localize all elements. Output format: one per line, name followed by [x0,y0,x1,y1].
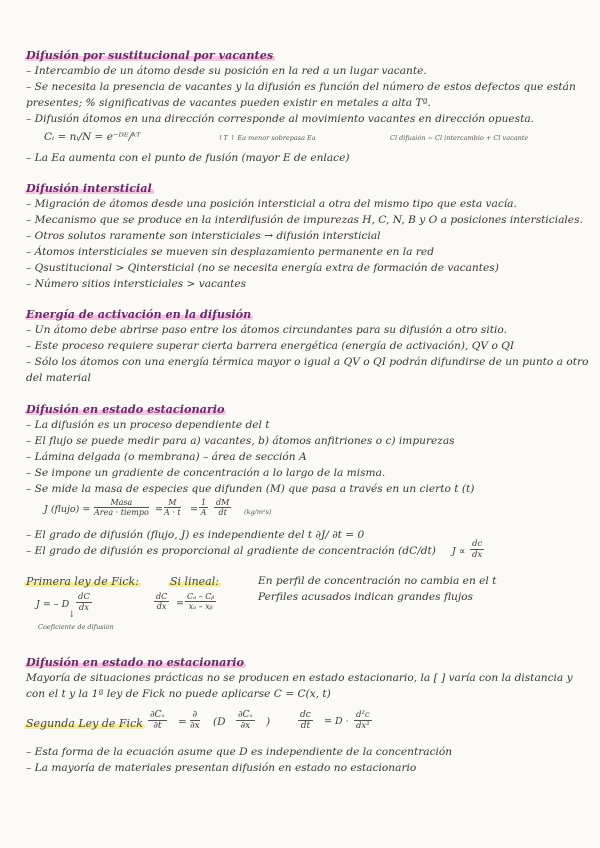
linear-gradient-rhs [185,592,216,611]
closing-paren: ) [266,716,271,728]
fraction-numerator: dC [78,592,90,602]
fraction-numerator: 1 [201,498,207,507]
proportional-symbol: J ∝ [452,546,466,557]
section-title-no-estacionario: Difusión en estado no estacionario [26,655,244,669]
fraction-denominator: dx [156,602,167,611]
text-line: – Un átomo debe abrirse paso entre los átomos circundantes para su difusión a otro sitio. [26,324,507,336]
text-line: – Se necesita la presencia de vacantes y la difusión es función del número de estos defectos que están [26,81,576,93]
text-line: del material [26,372,91,384]
fraction-denominator: ∂t [153,721,162,731]
text-line: – El flujo se puede medir para a) vacantes, b) átomos anfitriones o c) impurezas [26,435,455,447]
text-line: – Mecanismo que se produce en la interdifusión de impurezas H, C, N, B y O a posiciones intersticiales. [26,214,583,226]
fraction-denominator: ∂x [240,721,251,731]
flux-fraction-m [164,498,181,517]
fraction-numerator: d²c [356,710,370,720]
fraction-numerator: Cₐ – Cᵦ [187,592,215,601]
fraction-numerator: Masa [94,498,149,508]
flux-label: J (flujo) = [44,504,91,515]
text-line: con el t y la 1ª ley de Fick no puede aplicarse C = C(x, t) [26,688,331,700]
flux-fraction-dm-dt [214,498,231,517]
text-line: – Átomos intersticiales se mueven sin desplazamiento permanente en la red [26,246,434,258]
text-line: – Qsustitucional > Qintersticial (no se necesita energía extra de formación de vacantes) [26,262,499,274]
fraction-numerator: dc [472,539,483,549]
section-title-sustitucional: Difusión por sustitucional por vacantes [26,48,274,62]
fraction-denominator: dx [471,550,483,560]
fick-note: Perfiles acusados indican grandes flujos [258,591,473,603]
vacancy-formula: Cᵢ = nᵢ/N = e⁻ᴰᴱ/ᵏᵀ [44,131,141,143]
flux-fraction-one-over-a [199,498,208,517]
fraction-denominator: xₐ – xᵦ [188,602,213,611]
fick2-d-term: (D [213,716,226,728]
text-line: – La difusión es un proceso dependiente del t [26,419,270,431]
fraction-denominator: dx² [355,721,370,731]
text-line: – Se mide la masa de especies que difunden (M) que pasa a través en un cierto t (t) [26,483,475,495]
fraction-denominator: dt [218,508,227,517]
fick-second-law-label: Segunda Ley de Fick [26,717,143,730]
text-line: – La Ea aumenta con el punto de fusión (mayor E de enlace) [26,152,350,164]
flux-units: (kg/m²s) [244,508,272,516]
fick-note: En perfil de concentración no cambia en el t [258,575,497,587]
fraction-denominator: Área · tiempo [94,508,149,517]
section-title-intersticial: Difusión intersticial [26,181,152,195]
section-title-energia-activacion: Energía de activación en la difusión [26,307,252,321]
fick2-lhs-fraction [148,710,167,731]
equals-sign: = [176,598,184,609]
arrow-icon: ↓ [68,610,76,620]
fraction-denominator: ∂x [190,721,200,731]
fick2-partial-x [190,710,200,731]
text-line: – Otros solutos raramente son intersticiales → difusión intersticial [26,230,381,242]
formula-note-diffusion: Cl difusión ~ Cl intercambio + Cl vacante [390,134,529,142]
text-line: – Intercambio de un átomo desde su posición en la red a un lugar vacante. [26,65,427,77]
fraction-denominator: A · t [164,508,181,517]
fick-first-equation: J = – D [36,599,70,610]
text-line: – Difusión átomos en una dirección corresponde al movimiento vacantes en dirección opuesta. [26,113,535,125]
equals-sign: = [155,504,163,515]
fraction-numerator: ∂Cₓ [150,710,165,720]
equals-sign: = [190,504,198,515]
formula-note-temperature: ↑T ↑ Ea menor sobrepasa Ea [218,134,316,142]
text-line: presentes; % significativas de vacantes pueden existir en metales a alta Tª. [26,97,431,109]
fraction-numerator: M [164,498,181,508]
fraction-denominator: dt [300,721,311,731]
fick-first-law-label: Primera ley de Fick: [26,575,139,588]
fick-linear-label: Si lineal: [170,575,219,588]
section-title-estacionario: Difusión en estado estacionario [26,402,225,416]
text-line: – Lámina delgada (o membrana) – área de sección A [26,451,307,463]
fick2-d-multiplier: = D · [324,716,349,727]
proportional-fraction [470,539,484,560]
linear-gradient-lhs [154,592,169,611]
fraction-denominator: dx [78,603,90,613]
text-line: – El grado de difusión (flujo, J) es independiente del t ∂J/ ∂t = 0 [26,529,365,541]
text-line: – Número sitios intersticiales > vacantes [26,278,247,290]
text-line: – Se impone un gradiente de concentración a lo largo de la misma. [26,467,386,479]
text-line: – Sólo los átomos con una energía térmica mayor o igual a QV o QI podrán difundirse de un punto a otro [26,356,589,368]
equals-sign: = [178,716,187,728]
text-line: – La mayoría de materiales presentan difusión en estado no estacionario [26,762,417,774]
fick2-simple-lhs [298,710,313,731]
fraction-numerator: dC [156,592,168,601]
fick-gradient-fraction [76,592,92,613]
text-line: – Esta forma de la ecuación asume que D es independiente de la concentración [26,746,453,758]
fraction-numerator: ∂ [190,710,200,721]
fraction-numerator: ∂Cₓ [238,710,253,720]
fick2-inner-fraction [236,710,255,731]
text-line: – El grado de difusión es proporcional al gradiente de concentración (dC/dt) [26,545,436,557]
text-line: – Migración de átomos desde una posición intersticial a otra del mismo tipo que esta vacía. [26,198,517,210]
text-line: – Este proceso requiere superar cierta barrera energética (energía de activación), QV o QI [26,340,515,352]
flux-fraction-mass [94,498,149,517]
text-line: Mayoría de situaciones prácticas no se producen en estado estacionario, la [ ] varía con la distancia y [26,672,573,684]
fraction-numerator: dc [300,710,311,720]
fraction-denominator: A [200,508,207,517]
fraction-numerator: dM [216,498,230,507]
diffusion-coefficient-label: Coeficiente de difusión [38,623,114,631]
fick2-second-derivative [354,710,372,731]
